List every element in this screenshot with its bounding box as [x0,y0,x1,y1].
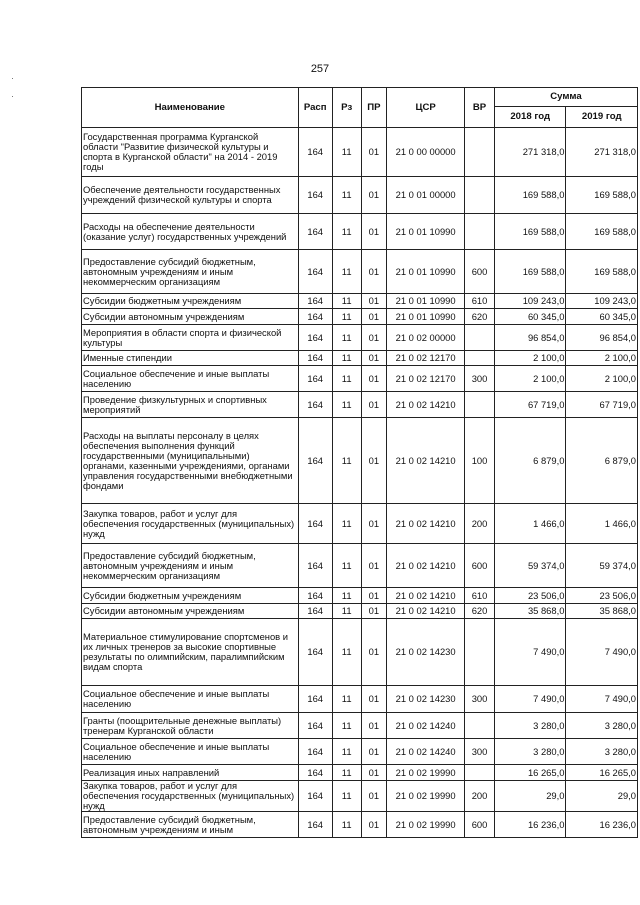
cell-sum-2018: 23 506,0 [494,588,565,604]
cell-csr: 21 0 02 12170 [387,366,465,392]
cell-rz: 11 [332,504,361,544]
table-row [82,128,638,177]
cell-sum-2018: 7 490,0 [494,686,565,713]
cell-name: Расходы на обеспечение деятельности (оказание услуг) государственных учреждений [82,214,299,250]
budget-table-container [81,87,638,838]
cell-sum-2019: 96 854,0 [566,325,638,351]
cell-sum-2018: 2 100,0 [494,366,565,392]
cell-sum-2019: 3 280,0 [566,713,638,739]
cell-sum-2018: 169 588,0 [494,214,565,250]
cell-pr: 01 [361,686,387,713]
cell-rz: 11 [332,294,361,309]
cell-csr: 21 0 01 10990 [387,309,465,325]
cell-vr [465,128,495,177]
header-2018: 2018 год [494,107,565,128]
cell-sum-2019: 3 280,0 [566,739,638,765]
cell-pr: 01 [361,604,387,619]
cell-sum-2019: 7 490,0 [566,686,638,713]
cell-sum-2018: 7 490,0 [494,619,565,686]
table-row [82,418,638,504]
cell-sum-2018: 6 879,0 [494,418,565,504]
cell-vr: 100 [465,418,495,504]
header-2019: 2019 год [566,107,638,128]
cell-pr: 01 [361,781,387,812]
cell-pr: 01 [361,309,387,325]
cell-rasp: 164 [298,604,332,619]
cell-csr: 21 0 02 14210 [387,588,465,604]
cell-name: Проведение физкультурных и спортивных мероприятий [82,392,299,418]
cell-sum-2019: 1 466,0 [566,504,638,544]
table-row [82,366,638,392]
cell-sum-2018: 3 280,0 [494,713,565,739]
cell-pr: 01 [361,366,387,392]
cell-name: Закупка товаров, работ и услуг для обеспечения государственных (муниципальных) нужд [82,781,299,812]
cell-vr: 300 [465,739,495,765]
header-rz: Рз [332,88,361,128]
cell-sum-2019: 169 588,0 [566,214,638,250]
cell-name: Субсидии автономным учреждениям [82,309,299,325]
header-name: Наименование [82,88,299,128]
header-csr: ЦСР [387,88,465,128]
cell-sum-2019: 29,0 [566,781,638,812]
cell-csr: 21 0 02 14240 [387,713,465,739]
cell-csr: 21 0 02 14230 [387,619,465,686]
cell-name: Предоставление субсидий бюджетным, автономным учреждениям и иным некоммерческим организациям [82,544,299,588]
cell-sum-2019: 16 236,0 [566,812,638,838]
cell-rz: 11 [332,604,361,619]
cell-name: Материальное стимулирование спортсменов и их личных тренеров за высокие спортивные результаты по олимпийским, паралимпийским видам спорта [82,619,299,686]
cell-rz: 11 [332,325,361,351]
cell-rasp: 164 [298,128,332,177]
table-row [82,250,638,294]
cell-pr: 01 [361,294,387,309]
table-row [82,504,638,544]
cell-rasp: 164 [298,177,332,214]
cell-rasp: 164 [298,619,332,686]
table-row [82,604,638,619]
cell-csr: 21 0 01 10990 [387,214,465,250]
cell-name: Закупка товаров, работ и услуг для обеспечения государственных (муниципальных) нужд [82,504,299,544]
cell-sum-2019: 2 100,0 [566,366,638,392]
page-number: 257 [310,63,330,75]
cell-sum-2018: 67 719,0 [494,392,565,418]
cell-pr: 01 [361,418,387,504]
cell-vr [465,619,495,686]
cell-rz: 11 [332,588,361,604]
cell-rz: 11 [332,309,361,325]
cell-csr: 21 0 01 10990 [387,250,465,294]
cell-vr: 300 [465,366,495,392]
cell-vr: 610 [465,588,495,604]
cell-name: Государственная программа Курганской области "Развитие физической культуры и спорта в Курганской области" на 2014 - 2019 годы [82,128,299,177]
cell-vr: 610 [465,294,495,309]
table-row [82,686,638,713]
cell-vr [465,177,495,214]
cell-name: Реализация иных направлений [82,765,299,781]
cell-sum-2019: 60 345,0 [566,309,638,325]
cell-rz: 11 [332,250,361,294]
cell-sum-2019: 169 588,0 [566,177,638,214]
cell-vr [465,325,495,351]
cell-name: Обеспечение деятельности государственных учреждений физической культуры и спорта [82,177,299,214]
cell-name: Гранты (поощрительные денежные выплаты) тренерам Курганской области [82,713,299,739]
cell-rz: 11 [332,781,361,812]
cell-rasp: 164 [298,309,332,325]
table-row [82,544,638,588]
cell-pr: 01 [361,544,387,588]
cell-sum-2019: 67 719,0 [566,392,638,418]
cell-sum-2019: 2 100,0 [566,351,638,366]
cell-name: Социальное обеспечение и иные выплаты населению [82,366,299,392]
cell-sum-2018: 169 588,0 [494,177,565,214]
cell-csr: 21 0 02 14210 [387,504,465,544]
table-row [82,325,638,351]
cell-pr: 01 [361,128,387,177]
cell-rz: 11 [332,366,361,392]
cell-vr: 200 [465,781,495,812]
cell-rz: 11 [332,619,361,686]
cell-sum-2018: 109 243,0 [494,294,565,309]
cell-rasp: 164 [298,294,332,309]
cell-vr [465,392,495,418]
cell-name: Социальное обеспечение и иные выплаты населению [82,686,299,713]
cell-sum-2018: 96 854,0 [494,325,565,351]
cell-csr: 21 0 02 14210 [387,544,465,588]
cell-vr [465,765,495,781]
cell-rasp: 164 [298,739,332,765]
table-row [82,739,638,765]
cell-vr [465,351,495,366]
table-row [82,294,638,309]
cell-name: Социальное обеспечение и иные выплаты населению [82,739,299,765]
cell-pr: 01 [361,250,387,294]
cell-name: Мероприятия в области спорта и физической культуры [82,325,299,351]
cell-sum-2019: 109 243,0 [566,294,638,309]
cell-sum-2019: 6 879,0 [566,418,638,504]
cell-vr [465,214,495,250]
cell-sum-2018: 2 100,0 [494,351,565,366]
cell-rasp: 164 [298,325,332,351]
cell-rasp: 164 [298,504,332,544]
header-rasp: Расп [298,88,332,128]
cell-rasp: 164 [298,392,332,418]
cell-rasp: 164 [298,713,332,739]
cell-name: Субсидии бюджетным учреждениям [82,294,299,309]
cell-pr: 01 [361,619,387,686]
table-row [82,309,638,325]
cell-sum-2019: 7 490,0 [566,619,638,686]
cell-sum-2018: 3 280,0 [494,739,565,765]
cell-rz: 11 [332,177,361,214]
cell-rasp: 164 [298,366,332,392]
cell-name: Именные стипендии [82,351,299,366]
cell-pr: 01 [361,177,387,214]
cell-rz: 11 [332,812,361,838]
cell-vr: 620 [465,604,495,619]
scan-mark [12,78,13,79]
cell-rasp: 164 [298,812,332,838]
cell-vr: 600 [465,812,495,838]
cell-name: Расходы на выплаты персоналу в целях обеспечения выполнения функций государственными (муниципальными) органами, казенными учреждениями, органами управления государственными внебюджетными фондами [82,418,299,504]
cell-pr: 01 [361,812,387,838]
cell-sum-2019: 59 374,0 [566,544,638,588]
cell-csr: 21 0 02 00000 [387,325,465,351]
cell-rasp: 164 [298,351,332,366]
cell-rasp: 164 [298,765,332,781]
cell-rz: 11 [332,351,361,366]
cell-csr: 21 0 02 19990 [387,781,465,812]
cell-rz: 11 [332,418,361,504]
cell-sum-2019: 16 265,0 [566,765,638,781]
cell-pr: 01 [361,504,387,544]
cell-csr: 21 0 01 10990 [387,294,465,309]
cell-pr: 01 [361,588,387,604]
cell-vr: 620 [465,309,495,325]
cell-csr: 21 0 02 12170 [387,351,465,366]
budget-table [81,87,638,838]
table-row [82,713,638,739]
cell-name: Предоставление субсидий бюджетным, автономным учреждениям и иным некоммерческим организациям [82,250,299,294]
cell-csr: 21 0 01 00000 [387,177,465,214]
cell-rasp: 164 [298,250,332,294]
table-row [82,588,638,604]
cell-csr: 21 0 02 19990 [387,812,465,838]
cell-pr: 01 [361,713,387,739]
cell-sum-2019: 169 588,0 [566,250,638,294]
cell-vr: 600 [465,250,495,294]
cell-csr: 21 0 02 14210 [387,418,465,504]
cell-sum-2018: 1 466,0 [494,504,565,544]
cell-sum-2018: 59 374,0 [494,544,565,588]
cell-sum-2018: 16 265,0 [494,765,565,781]
table-row [82,619,638,686]
cell-name: Субсидии бюджетным учреждениям [82,588,299,604]
header-vr: ВР [465,88,495,128]
cell-rz: 11 [332,544,361,588]
cell-pr: 01 [361,214,387,250]
header-sum: Сумма [494,88,637,107]
cell-rz: 11 [332,214,361,250]
cell-rasp: 164 [298,588,332,604]
cell-vr [465,713,495,739]
cell-rasp: 164 [298,544,332,588]
cell-rasp: 164 [298,418,332,504]
cell-vr: 600 [465,544,495,588]
table-row [82,177,638,214]
cell-sum-2019: 271 318,0 [566,128,638,177]
cell-rz: 11 [332,686,361,713]
cell-pr: 01 [361,392,387,418]
cell-sum-2018: 271 318,0 [494,128,565,177]
table-row [82,765,638,781]
table-row [82,812,638,838]
cell-sum-2018: 29,0 [494,781,565,812]
cell-sum-2019: 23 506,0 [566,588,638,604]
cell-csr: 21 0 00 00000 [387,128,465,177]
cell-rasp: 164 [298,214,332,250]
cell-sum-2018: 60 345,0 [494,309,565,325]
cell-csr: 21 0 02 14230 [387,686,465,713]
table-row [82,214,638,250]
cell-vr: 300 [465,686,495,713]
cell-rz: 11 [332,128,361,177]
cell-vr: 200 [465,504,495,544]
cell-rz: 11 [332,392,361,418]
cell-csr: 21 0 02 19990 [387,765,465,781]
cell-name: Субсидии автономным учреждениям [82,604,299,619]
cell-sum-2018: 35 868,0 [494,604,565,619]
cell-pr: 01 [361,325,387,351]
cell-sum-2019: 35 868,0 [566,604,638,619]
cell-rz: 11 [332,713,361,739]
cell-csr: 21 0 02 14210 [387,392,465,418]
table-row [82,351,638,366]
cell-rz: 11 [332,765,361,781]
cell-pr: 01 [361,765,387,781]
cell-sum-2018: 16 236,0 [494,812,565,838]
table-row [82,392,638,418]
cell-csr: 21 0 02 14210 [387,604,465,619]
cell-sum-2018: 169 588,0 [494,250,565,294]
cell-pr: 01 [361,739,387,765]
table-row [82,781,638,812]
cell-csr: 21 0 02 14240 [387,739,465,765]
cell-pr: 01 [361,351,387,366]
cell-name: Предоставление субсидий бюджетным, автономным учреждениям и иным [82,812,299,838]
header-pr: ПР [361,88,387,128]
scan-mark [12,96,13,97]
table-body [82,128,638,838]
cell-rz: 11 [332,739,361,765]
cell-rasp: 164 [298,781,332,812]
cell-rasp: 164 [298,686,332,713]
